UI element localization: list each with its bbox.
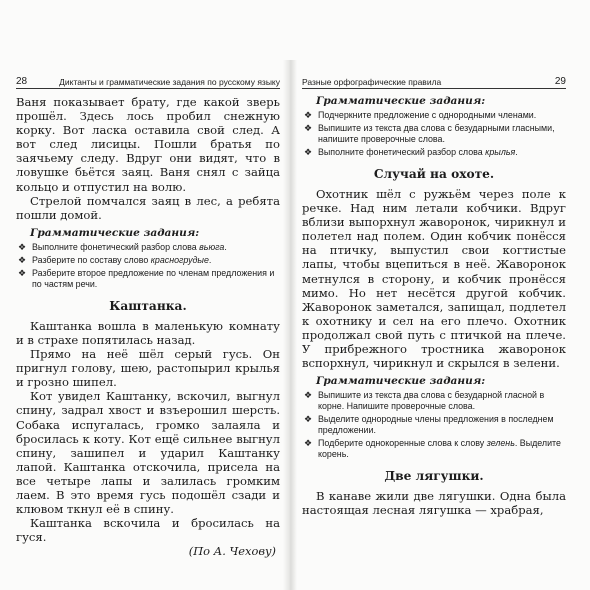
task-item: ❖ Выполните фонетический разбор слова крылья. bbox=[304, 147, 518, 157]
left-page bbox=[16, 74, 280, 590]
story-author: (По А. Чехову) bbox=[188, 544, 276, 559]
intro-paragraph: Ваня показывает брату, где какой зверь прошёл. Здесь лось пробил снежную корку. Вот ласка оставила свой след. А вот след лисицы. Пошли братья по заячьему следу. Вдруг они видят, что в ловушке бьётся заяц. Ваня снял с зайца кольцо и отпустил на волю. bbox=[16, 95, 280, 194]
right-tasks2-list bbox=[302, 390, 566, 460]
right-tasks-heading: Грамматические задания: bbox=[316, 95, 486, 107]
book-gutter bbox=[283, 60, 297, 590]
task-item: ❖ Выпишите из текста два слова с безударной гласной в корне. Напишите проверочные слова. bbox=[304, 390, 545, 412]
diamond-bullet-icon: ❖ bbox=[18, 267, 27, 278]
story-paragraph: Охотник шёл с ружьём через поле к речке. Над ним летали кобчики. Вдруг вблизи выпорхнул жаворонок, чирикнул и полетел над полем. Один кобчик понёсся на птичку, выпустил свои когтистые лапы, чтобы вцепиться в неё. Жаворонок метнулся в сторону, и кобчик пронёсся мимо. Но нет несётся другой кобчик. Жаворонок заметался, запищал, подлетел к охотнику и сел на его плечо. Охотник продолжал свой путь с птичкой на плече. У прибрежного тростника жаворонок вспорхнул, чирикнул и скрылся в зелени. bbox=[302, 187, 566, 371]
diamond-bullet-icon: ❖ bbox=[304, 414, 313, 425]
task-item: ❖ Подберите однокоренные слова к слову зелень. Выделите корень. bbox=[304, 438, 561, 460]
task-item: ❖ Выделите однородные члены предложения в последнем предложении. bbox=[304, 414, 554, 436]
right-running-title: Разные орфографические правила bbox=[302, 77, 442, 87]
diamond-bullet-icon: ❖ bbox=[304, 123, 313, 133]
story-paragraph: Каштанка вошла в маленькую комнату и в страхе попятилась назад. bbox=[16, 318, 280, 347]
story-title-frogs: Две лягушки. bbox=[384, 469, 484, 484]
right-page-number: 29 bbox=[554, 76, 566, 87]
task-item: ❖ Подчеркните предложение с однородными членами. bbox=[304, 110, 537, 120]
left-running-head bbox=[16, 74, 280, 89]
left-intro-text bbox=[16, 95, 280, 222]
diamond-bullet-icon: ❖ bbox=[304, 390, 313, 401]
story-title-kashtanka: Каштанка. bbox=[109, 298, 187, 313]
left-page-number: 28 bbox=[16, 76, 28, 87]
diamond-bullet-icon: ❖ bbox=[304, 110, 313, 120]
hunt-text bbox=[302, 187, 566, 370]
story-paragraph: Прямо на неё шёл серый гусь. Он пригнул голову, шею, растопырил крылья и грозно шипел. bbox=[16, 347, 280, 390]
left-tasks-heading: Грамматические задания: bbox=[30, 226, 200, 239]
right-tasks2-heading: Грамматические задания: bbox=[316, 375, 486, 388]
story-paragraph: Каштанка вскочила и бросилась на гуся. bbox=[16, 516, 280, 545]
diamond-bullet-icon: ❖ bbox=[18, 241, 27, 252]
story-paragraph: Кот увидел Каштанку, вскочил, выгнул спину, задрал хвост и взъерошил шерсть. Собака испугалась, громко залаяла и бросилась к коту. Кот ещё сильнее выгнул спину, зашипел и ударил Каштанку лапой. Каштанка отскочила, присела на все четыре лапы и залилась громким лаем. В это время гусь подошёл сзади и клювом ткнул её в спину. bbox=[16, 389, 280, 517]
right-tasks-list bbox=[302, 110, 566, 158]
intro-paragraph: Стрелой помчался заяц в лес, а ребята пошли домой. bbox=[16, 193, 280, 222]
diamond-bullet-icon: ❖ bbox=[304, 438, 313, 449]
right-running-head bbox=[302, 74, 566, 89]
task-item: ❖ Разберите по составу слово красногрудые. bbox=[18, 254, 212, 265]
task-item: ❖ Выполните фонетический разбор слова вьюга. bbox=[18, 241, 227, 252]
task-item: ❖ Выпишите из текста два слова с безударными гласными, напишите проверочные слова. bbox=[304, 123, 555, 144]
task-item: ❖ Разберите второе предложение по членам предложения и по частям речи. bbox=[18, 267, 275, 289]
diamond-bullet-icon: ❖ bbox=[304, 147, 313, 157]
story-paragraph: В канаве жили две лягушки. Одна была настоящая лесная лягушка — храбрая, bbox=[302, 489, 566, 518]
frogs-text bbox=[302, 489, 566, 517]
left-tasks-list bbox=[16, 242, 280, 290]
kashtanka-text bbox=[16, 319, 280, 545]
diamond-bullet-icon: ❖ bbox=[18, 254, 27, 265]
right-page bbox=[302, 74, 566, 590]
left-running-title: Диктанты и грамматические задания по русскому языку bbox=[59, 77, 280, 87]
story-title-hunt: Случай на охоте. bbox=[373, 167, 495, 181]
